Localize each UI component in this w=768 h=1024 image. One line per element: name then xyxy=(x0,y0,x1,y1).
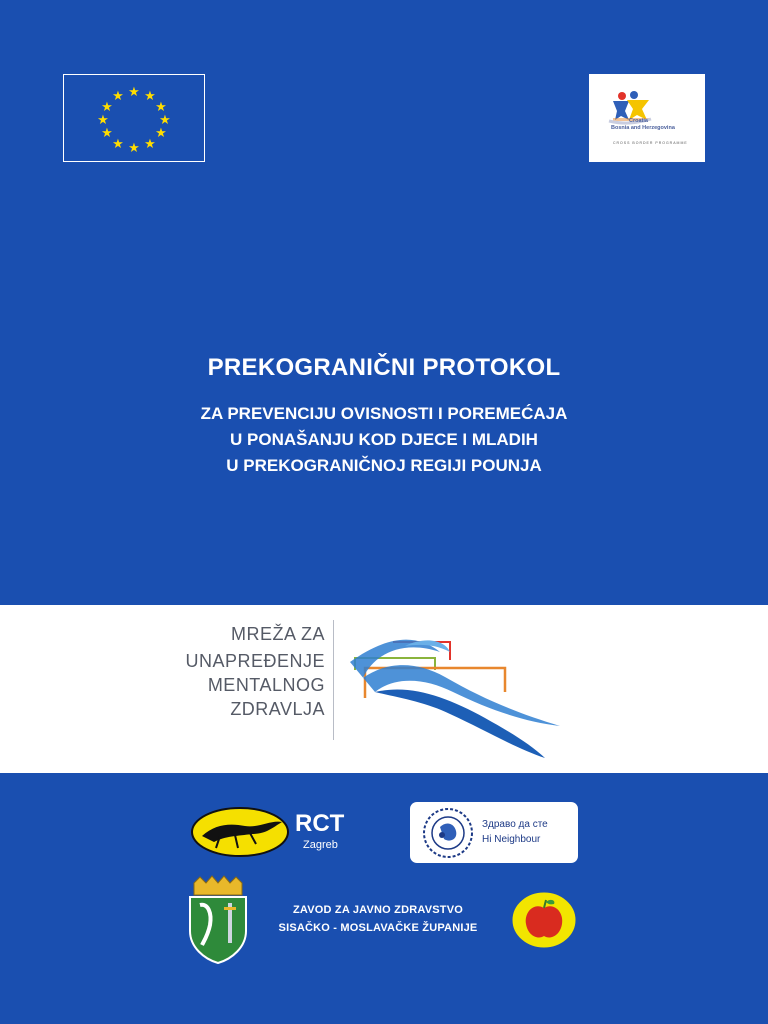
svg-text:★: ★ xyxy=(97,113,109,128)
hi-neighbour-cyrillic: Здраво да сте xyxy=(482,819,548,830)
eu-flag-icon xyxy=(63,74,205,162)
hi-neighbour-icon xyxy=(410,802,578,863)
ipa-programme-label: CROSS BORDER PROGRAMME xyxy=(613,141,688,145)
svg-text:★: ★ xyxy=(128,85,140,100)
svg-text:★: ★ xyxy=(101,100,113,115)
mreza-text-line-2: UNAPREĐENJE xyxy=(185,651,325,671)
rct-city: Zagreb xyxy=(303,839,338,851)
ipa-cross-border-icon xyxy=(589,74,705,162)
document-subtitle-line-1: ZA PREVENCIJU OVISNOSTI I POREMEĆAJA xyxy=(200,404,568,423)
coat-of-arms-icon xyxy=(186,875,250,965)
svg-text:★: ★ xyxy=(128,141,140,156)
document-subtitle-line-3: U PREKOGRANIČNOJ REGIJI POUNJA xyxy=(226,456,542,475)
mreza-text-line-4: ZDRAVLJA xyxy=(230,699,325,719)
svg-text:★: ★ xyxy=(144,137,156,152)
document-subtitle-line-2: U PONAŠANJU KOD DJECE I MLADIH xyxy=(230,430,538,449)
rct-lizard-icon xyxy=(190,806,290,858)
rct-name: RCT xyxy=(295,810,345,837)
zavod-name-line-2: SISAČKO - MOSLAVAČKE ŽUPANIJE xyxy=(278,922,478,934)
svg-text:★: ★ xyxy=(112,89,124,104)
hi-neighbour-english: Hi Neighbour xyxy=(482,834,541,845)
ipa-croatia-label: Croatia xyxy=(629,118,648,124)
mreza-text-line-1: MREŽA ZA xyxy=(230,624,325,644)
bottom-cover-panel xyxy=(0,773,768,1024)
eu-stars xyxy=(64,75,204,161)
hi-neighbour-emblem-icon xyxy=(420,805,476,861)
svg-text:★: ★ xyxy=(155,100,167,115)
svg-text:★: ★ xyxy=(112,137,124,152)
river-bridge-icon xyxy=(345,622,570,762)
mreza-divider xyxy=(333,620,334,740)
svg-text:★: ★ xyxy=(101,126,113,141)
mreza-text-line-3: MENTALNOG xyxy=(207,675,325,695)
document-title: PREKOGRANIČNI PROTOKOL xyxy=(207,354,561,381)
svg-text:★: ★ xyxy=(144,89,156,104)
healthy-apple-icon xyxy=(510,890,578,950)
zavod-name-line-1: ZAVOD ZA JAVNO ZDRAVSTVO xyxy=(292,904,463,916)
ipa-bih-label: Bosnia and Herzegovina xyxy=(611,125,675,131)
svg-text:★: ★ xyxy=(159,113,171,128)
svg-text:★: ★ xyxy=(155,126,167,141)
